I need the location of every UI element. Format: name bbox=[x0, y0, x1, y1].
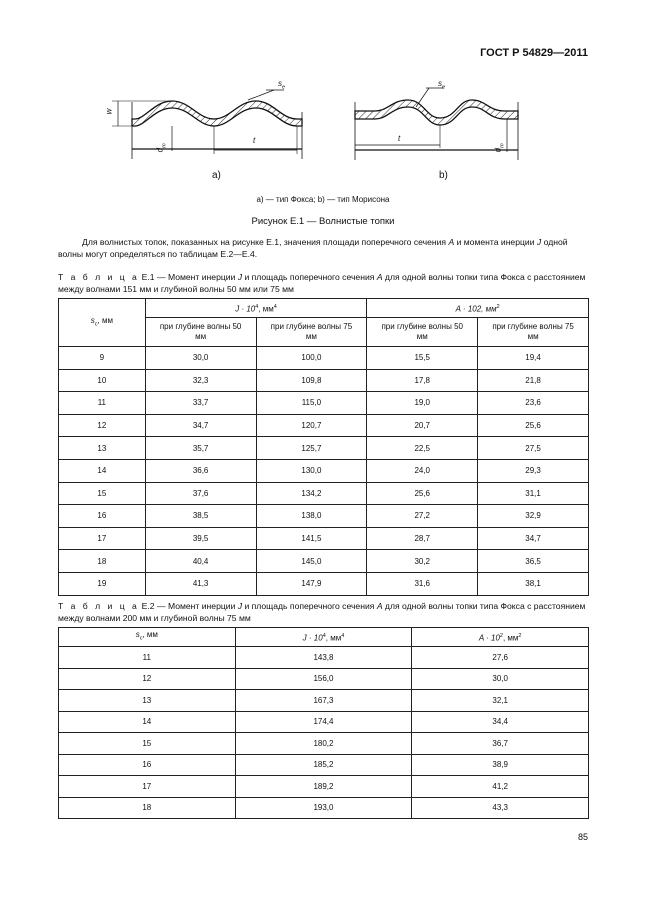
table-cell: 180,2 bbox=[235, 733, 412, 755]
table-row bbox=[59, 797, 589, 819]
table-row bbox=[59, 482, 589, 505]
dim-w-label: w bbox=[104, 108, 114, 115]
table-row bbox=[59, 733, 589, 755]
table-cell: 147,9 bbox=[256, 572, 367, 595]
table-cell: 109,8 bbox=[256, 369, 367, 392]
table-cell: 13 bbox=[59, 690, 236, 712]
t1-header-s: $s_c$, мм bbox=[59, 299, 146, 347]
table-cell: 36,5 bbox=[478, 550, 589, 573]
dim-dm-label-a: $d_m$ bbox=[155, 143, 168, 153]
table-cell: 15,5 bbox=[367, 347, 478, 370]
table-cell: 14 bbox=[59, 711, 236, 733]
table-cell: 37,6 bbox=[145, 482, 256, 505]
figure-a-drawing bbox=[112, 90, 302, 159]
table-cell: 22,5 bbox=[367, 437, 478, 460]
table-cell: 19,0 bbox=[367, 392, 478, 415]
table-cell: 145,0 bbox=[256, 550, 367, 573]
table2-caption: Т а б л и ц а Е.2 — Момент инерции J и площадь поперечного сечения A для одной волны топки типа Фокса с расстоянием между волнами 200 мм и глубиной волны 75 мм bbox=[58, 601, 586, 623]
table-cell: 15 bbox=[59, 733, 236, 755]
t1-sub-a75: при глубине волны 75 мм bbox=[478, 318, 589, 347]
table-cell: 27,2 bbox=[367, 505, 478, 528]
table-cell: 10 bbox=[59, 369, 146, 392]
table-row bbox=[59, 437, 589, 460]
figure-title: Рисунок Е.1 — Волнистые топки bbox=[251, 216, 395, 227]
table-row bbox=[59, 347, 589, 370]
table-cell: 17,8 bbox=[367, 369, 478, 392]
table-cell: 38,1 bbox=[478, 572, 589, 595]
table-cell: 19,4 bbox=[478, 347, 589, 370]
table-e1 bbox=[58, 298, 589, 596]
page-number: 85 bbox=[577, 832, 588, 842]
table-cell: 125,7 bbox=[256, 437, 367, 460]
table-cell: 20,7 bbox=[367, 414, 478, 437]
table-row bbox=[59, 414, 589, 437]
table-cell: 34,7 bbox=[478, 527, 589, 550]
table-cell: 35,7 bbox=[145, 437, 256, 460]
table-cell: 31,1 bbox=[478, 482, 589, 505]
table-row bbox=[59, 527, 589, 550]
dim-t-label-b: t bbox=[398, 134, 401, 143]
dim-se-label-b: $s_e$ bbox=[438, 79, 446, 91]
t1-header-j: $J \cdot 10^4$, $мм^4$ bbox=[145, 299, 367, 318]
body-paragraph: Для волнистых топок, показанных на рисунке Е.1, значения площади поперечного сечения A и момента инерции J одной волны могут определяться по таблицам Е.2—Е.4. bbox=[58, 237, 568, 259]
table-row bbox=[59, 459, 589, 482]
figure-a-label: а) bbox=[212, 170, 221, 181]
table1-caption: Т а б л и ц а Е.1 — Момент инерции J и площадь поперечного сечения A для одной волны топки типа Фокса с расстоянием между волнами 151 мм и глубиной волны 50 мм или 75 мм bbox=[58, 272, 586, 294]
table-e2 bbox=[58, 627, 589, 819]
table-row bbox=[59, 776, 589, 798]
standard-header: ГОСТ Р 54829—2011 bbox=[480, 47, 588, 59]
table-cell: 11 bbox=[59, 647, 236, 669]
table-cell: 100,0 bbox=[256, 347, 367, 370]
table-row bbox=[59, 505, 589, 528]
table-cell: 41,2 bbox=[412, 776, 589, 798]
table-cell: 11 bbox=[59, 392, 146, 415]
table-row bbox=[59, 668, 589, 690]
table-cell: 141,5 bbox=[256, 527, 367, 550]
table-cell: 24,0 bbox=[367, 459, 478, 482]
t1-sub-j50: при глубине волны 50 мм bbox=[145, 318, 256, 347]
table-cell: 143,8 bbox=[235, 647, 412, 669]
table-row bbox=[59, 572, 589, 595]
t1-sub-j75: при глубине волны 75 мм bbox=[256, 318, 367, 347]
dim-dm-label-b: $d_m$ bbox=[493, 143, 506, 153]
table-row bbox=[59, 711, 589, 733]
table-cell: 40,4 bbox=[145, 550, 256, 573]
table-cell: 174,4 bbox=[235, 711, 412, 733]
table-cell: 14 bbox=[59, 459, 146, 482]
table-cell: 115,0 bbox=[256, 392, 367, 415]
table-cell: 130,0 bbox=[256, 459, 367, 482]
table-cell: 41,3 bbox=[145, 572, 256, 595]
table-cell: 13 bbox=[59, 437, 146, 460]
table-row bbox=[59, 690, 589, 712]
table-cell: 30,2 bbox=[367, 550, 478, 573]
table-row bbox=[59, 392, 589, 415]
table-cell: 43,3 bbox=[412, 797, 589, 819]
table-cell: 34,4 bbox=[412, 711, 589, 733]
table-cell: 38,9 bbox=[412, 754, 589, 776]
table-cell: 29,3 bbox=[478, 459, 589, 482]
table-cell: 17 bbox=[59, 776, 236, 798]
table-cell: 36,7 bbox=[412, 733, 589, 755]
table-cell: 134,2 bbox=[256, 482, 367, 505]
dim-t-label-a: t bbox=[253, 136, 256, 145]
table-cell: 31,6 bbox=[367, 572, 478, 595]
table-cell: 36,6 bbox=[145, 459, 256, 482]
t2-header-j: $J \cdot 10^4$, $мм^4$ bbox=[235, 628, 412, 647]
table-cell: 16 bbox=[59, 505, 146, 528]
table-cell: 23,6 bbox=[478, 392, 589, 415]
figure-legend: а) — тип Фокса; b) — тип Морисона bbox=[256, 195, 390, 204]
table-cell: 19 bbox=[59, 572, 146, 595]
table-cell: 12 bbox=[59, 668, 236, 690]
table-cell: 38,5 bbox=[145, 505, 256, 528]
table-cell: 27,6 bbox=[412, 647, 589, 669]
table-cell: 32,3 bbox=[145, 369, 256, 392]
table-cell: 30,0 bbox=[412, 668, 589, 690]
table-cell: 185,2 bbox=[235, 754, 412, 776]
table-cell: 30,0 bbox=[145, 347, 256, 370]
table-cell: 18 bbox=[59, 550, 146, 573]
t2-header-s: $s_c$, мм bbox=[59, 628, 236, 647]
table-cell: 189,2 bbox=[235, 776, 412, 798]
table-cell: 16 bbox=[59, 754, 236, 776]
table-cell: 12 bbox=[59, 414, 146, 437]
table-cell: 9 bbox=[59, 347, 146, 370]
table-cell: 167,3 bbox=[235, 690, 412, 712]
table-cell: 34,7 bbox=[145, 414, 256, 437]
table-row bbox=[59, 647, 589, 669]
table-cell: 39,5 bbox=[145, 527, 256, 550]
table-cell: 18 bbox=[59, 797, 236, 819]
table-cell: 32,9 bbox=[478, 505, 589, 528]
table-row bbox=[59, 369, 589, 392]
dim-se-label-a: $s_e$ bbox=[278, 79, 286, 91]
table-cell: 25,6 bbox=[478, 414, 589, 437]
table-cell: 138,0 bbox=[256, 505, 367, 528]
figure-b-label: b) bbox=[439, 170, 448, 181]
t2-header-a: $A \cdot 10^2$, $мм^2$ bbox=[412, 628, 589, 647]
table-cell: 28,7 bbox=[367, 527, 478, 550]
t1-header-a: A · 102, $мм^2$ bbox=[367, 299, 589, 318]
table-cell: 193,0 bbox=[235, 797, 412, 819]
table-cell: 27,5 bbox=[478, 437, 589, 460]
table-cell: 32,1 bbox=[412, 690, 589, 712]
table-cell: 25,6 bbox=[367, 482, 478, 505]
table-cell: 156,0 bbox=[235, 668, 412, 690]
table-cell: 15 bbox=[59, 482, 146, 505]
table-cell: 21,8 bbox=[478, 369, 589, 392]
table-row bbox=[59, 754, 589, 776]
table-row bbox=[59, 550, 589, 573]
table-cell: 33,7 bbox=[145, 392, 256, 415]
table-cell: 17 bbox=[59, 527, 146, 550]
t1-sub-a50: при глубине волны 50 мм bbox=[367, 318, 478, 347]
table-cell: 120,7 bbox=[256, 414, 367, 437]
